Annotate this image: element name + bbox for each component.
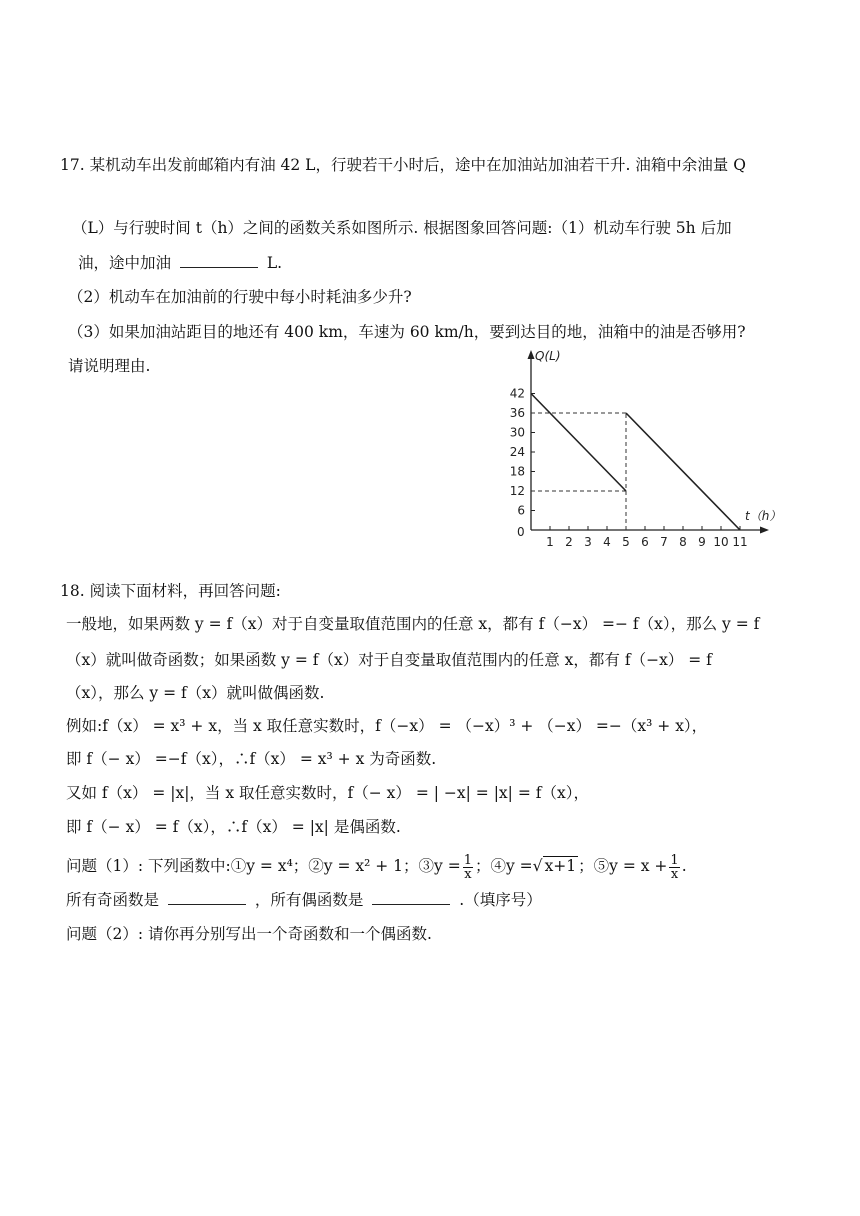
x-tick-label: 9 [698, 535, 706, 549]
fill-number-hint: .（填序号） [459, 891, 542, 909]
x-tick-label: 7 [660, 535, 668, 549]
q17-line-2: （L）与行驶时间 t（h）之间的函数关系如图所示. 根据图象回答问题:（1）机动车行驶 5h 后加 [72, 219, 732, 237]
q18-line-9: 问题（1）: 下列函数中:①y = x⁴；②y = x² + 1；③y = $\frac{1}{x}$ ；④y =√ x+1 ；⑤y = x + $\frac{1}{x}$ . [66, 852, 687, 882]
refuel-amount-blank[interactable] [180, 253, 258, 268]
x-tick-label: 2 [565, 535, 573, 549]
q17-line-5: （3）如果加油站距目的地还有 400 km，车速为 60 km/h，要到达目的地，油箱中的油是否够用? [68, 323, 746, 341]
q18-line-8: 即 f（− x） = f（x），∴f（x） = |x| 是偶函数. [66, 818, 401, 836]
y-tick-label: 36 [509, 406, 525, 420]
x-axis-title: t（h） [745, 509, 782, 523]
q18-question-1-mid-2: ；⑤y = x + [578, 857, 668, 875]
even-functions-label: ，所有偶函数是 [254, 891, 364, 909]
origin-label: 0 [517, 525, 525, 539]
odd-functions-label: 所有奇函数是 [66, 891, 160, 909]
fuel-time-chart [500, 346, 800, 556]
fraction-numerator: 1 [670, 852, 679, 868]
y-tick-label: 6 [517, 503, 525, 518]
x-tick-label: 10 [713, 535, 729, 549]
q18-line-1: 18. 阅读下面材料，再回答问题: [60, 582, 281, 600]
x-tick-label: 11 [732, 535, 748, 549]
odd-functions-blank[interactable] [168, 890, 246, 905]
y-tick-label: 30 [509, 425, 525, 440]
even-functions-blank[interactable] [372, 890, 450, 905]
q18-line-2: 一般地，如果两数 y = f（x）对于自变量取值范围内的任意 x，都有 f（−x） =− f（x），那么 y = f [66, 615, 760, 633]
fraction-one-over-x-a [463, 854, 473, 881]
fraction-denominator: x [670, 866, 679, 882]
y-axis-arrow [528, 350, 535, 359]
y-tick-label: 18 [509, 464, 525, 479]
fraction-one-over-x-b [669, 854, 679, 881]
q18-line-3: （x）就叫做奇函数；如果函数 y = f（x）对于自变量取值范围内的任意 x，都有 f（−x） = f [66, 651, 712, 669]
fuel-time-chart-svg [500, 346, 800, 556]
x-tick-label: 1 [546, 535, 554, 549]
y-tick-label: 12 [509, 484, 525, 498]
q18-line-4: （x），那么 y = f（x）就叫做偶函数. [66, 684, 325, 702]
q18-line-11: 问题（2）: 请你再分别写出一个奇函数和一个偶函数. [66, 925, 432, 943]
q17-line-3 [78, 253, 282, 273]
q17-line-3-text: 油，途中加油 [78, 254, 172, 272]
series-line-2 [626, 413, 740, 530]
sqrt-expression: x+1 [544, 857, 577, 875]
x-tick-label: 8 [679, 535, 687, 549]
x-tick-label: 4 [603, 535, 611, 549]
q18-question-1-end: . [681, 857, 687, 875]
x-tick-label: 5 [622, 535, 630, 549]
q18-question-1-mid-1: ；④y = [475, 857, 533, 875]
q18-line-5: 例如:f（x） = x³ + x，当 x 取任意实数时，f（−x） = （−x）³ + （−x） =−（x³ + x）， [66, 717, 708, 735]
x-tick-label: 6 [641, 535, 649, 549]
q17-line-6: 请说明理由. [68, 357, 151, 375]
y-tick-label: 42 [509, 386, 525, 401]
q18-line-6: 即 f（− x） =−f（x），∴f（x） = x³ + x 为奇函数. [66, 750, 437, 768]
series-line-1 [531, 394, 626, 492]
q18-line-7: 又如 f（x） = |x|，当 x 取任意实数时，f（− x） = | −x| = |x| = f（x）， [66, 784, 589, 802]
x-tick-label: 3 [584, 535, 592, 549]
y-axis-title: Q(L) [535, 349, 561, 363]
q18-line-10 [66, 890, 542, 910]
q17-line-1: 17. 某机动车出发前邮箱内有油 42 L，行驶若干小时后，途中在加油站加油若干升. 油箱中余油量 Q [60, 156, 746, 174]
q17-line-3-unit: L. [266, 254, 283, 272]
fraction-denominator: x [464, 866, 472, 882]
y-tick-label: 24 [509, 445, 525, 459]
fraction-numerator: 1 [463, 852, 472, 868]
q18-question-1-text: 问题（1）: 下列函数中:①y = x⁴；②y = x² + 1；③y = [66, 857, 461, 875]
x-axis-arrow [760, 527, 769, 534]
q17-line-4: （2）机动车在加油前的行驶中每小时耗油多少升? [68, 288, 412, 306]
